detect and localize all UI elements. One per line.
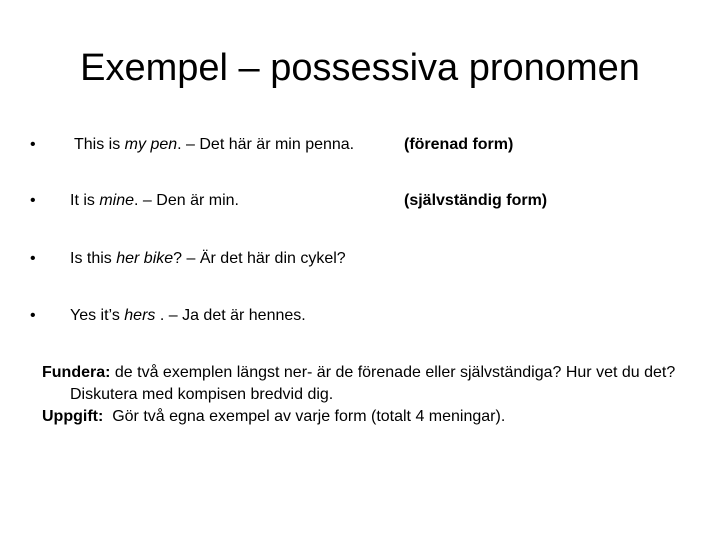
bullet-marker: • <box>30 136 36 153</box>
bullet-text-post: . – Ja det är hennes. <box>155 307 306 324</box>
bullet-text-post: . – Den är min. <box>134 192 239 209</box>
uppgift-paragraph <box>42 406 702 428</box>
notes-block <box>42 362 702 428</box>
slide-title: Exempel – possessiva pronomen <box>80 47 640 89</box>
bullet-text-emphasis: hers <box>124 307 156 324</box>
fundera-text: de två exemplen längst ner- är de förenade eller självständiga? Hur vet du det? Diskutera med kompisen bredvid dig. <box>70 364 676 403</box>
bullet-text-pre: It is <box>70 192 100 209</box>
bullet-sentence <box>70 247 346 271</box>
bullet-text-emphasis: mine <box>99 192 135 209</box>
fundera-paragraph <box>42 362 702 406</box>
fundera-label: Fundera: <box>42 364 111 381</box>
bullet-sentence <box>70 189 239 213</box>
bullet-text-emphasis: her bike <box>116 250 174 267</box>
bullet-sentence <box>74 133 354 157</box>
bullet-sentence <box>70 304 306 328</box>
bullet-marker: • <box>30 192 36 209</box>
bullet-text-pre: This is <box>74 136 125 153</box>
uppgift-label: Uppgift: <box>42 408 104 425</box>
bullet-text-pre: Is this <box>70 250 117 267</box>
bullet-text-post: ? – Är det här din cykel? <box>173 250 346 267</box>
bullet-text-pre: Yes it’s <box>70 307 125 324</box>
bullet-text-emphasis: my pen <box>124 136 178 153</box>
bullet-text-post: . – Det här är min penna. <box>177 136 355 153</box>
uppgift-text: Gör två egna exempel av varje form (totalt 4 meningar). <box>103 408 506 425</box>
bullet-marker: • <box>30 307 36 324</box>
bullet-form-label: (förenad form) <box>404 136 514 153</box>
bullet-form-label: (självständig form) <box>404 192 548 209</box>
bullet-marker: • <box>30 250 36 267</box>
